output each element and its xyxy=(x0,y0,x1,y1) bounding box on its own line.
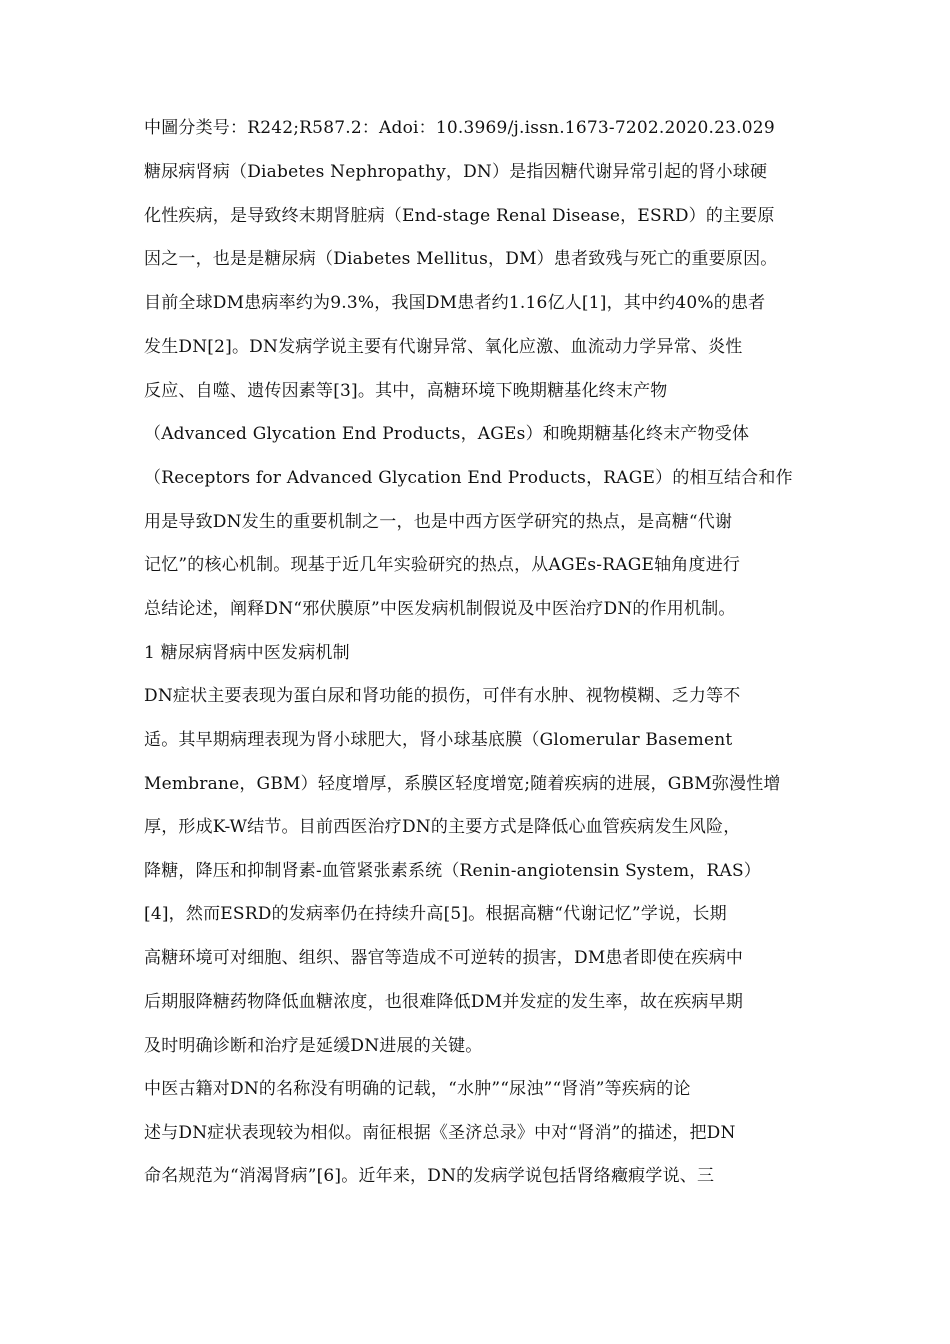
text-line: 总结论述，阐释DN“邪伏膜原”中医发病机制假说及中医治疗DN的作用机制。 xyxy=(144,599,736,619)
text-line: 适。其早期病理表现为肾小球肥大，肾小球基底膜（Glomerular Basement xyxy=(144,730,733,750)
text-line: 用是导致DN发生的重要机制之一，也是中西方医学研究的热点，是高糖“代谢 xyxy=(144,512,733,532)
text-line: （Receptors for Advanced Glycation End Products，RAGE）的相互结合和作 xyxy=(144,468,793,488)
text-line: 降糖，降压和抑制肾素-血管紧张素系统（Renin-angiotensin System，RAS） xyxy=(144,861,761,881)
text-line: 记忆”的核心机制。现基于近几年实验研究的热点，从AGEs-RAGE轴角度进行 xyxy=(144,555,741,575)
text-line: 目前全球DM患病率约为9.3%，我国DM患者约1.16亿人[1]，其中约40%的患者 xyxy=(144,293,766,313)
text-line: 发生DN[2]。DN发病学说主要有代谢异常、氧化应激、血流动力学异常、炎性 xyxy=(144,337,743,357)
text-line: 化性疾病，是导致终末期肾脏病（End-stage Renal Disease，ESRD）的主要原 xyxy=(144,206,775,226)
text-line: 及时明确诊断和治疗是延缓DN进展的关键。 xyxy=(144,1036,483,1056)
classification-line: 中圖分类号：R242;R587.2：Adoi：10.3969/j.issn.1673-7202.2020.23.029 xyxy=(144,118,775,138)
text-line: 因之一，也是是糖尿病（Diabetes Mellitus，DM）患者致残与死亡的重要原因。 xyxy=(144,249,778,269)
text-line: 高糖环境可对细胞、组织、器官等造成不可逆转的损害，DM患者即使在疾病中 xyxy=(144,948,744,968)
text-line: （Advanced Glycation End Products，AGEs）和晚期糖基化终末产物受体 xyxy=(144,424,750,444)
text-line: Membrane，GBM）轻度增厚，系膜区轻度增宽;随着疾病的进展，GBM弥漫性增 xyxy=(144,774,781,794)
text-line: 后期服降糖药物降低血糖浓度，也很难降低DM并发症的发生率，故在疾病早期 xyxy=(144,992,744,1012)
text-line: 糖尿病肾病（Diabetes Nephropathy，DN）是指因糖代谢异常引起的肾小球硬 xyxy=(144,162,768,182)
text-line: [4]，然而ESRD的发病率仍在持续升高[5]。根据高糖“代谢记忆”学说，长期 xyxy=(144,904,727,924)
section-heading: 1 糖尿病肾病中医发病机制 xyxy=(144,643,350,663)
text-line: 反应、自噬、遗传因素等[3]。其中，高糖环境下晚期糖基化终末产物 xyxy=(144,381,668,401)
text-line: 命名规范为“消渴肾病”[6]。近年来，DN的发病学说包括肾络癥瘕学说、三 xyxy=(144,1166,715,1186)
text-line: 厚，形成K-W结节。目前西医治疗DN的主要方式是降低心血管疾病发生风险， xyxy=(144,817,741,837)
text-line: 述与DN症状表现较为相似。南征根据《圣济总录》中对“肾消”的描述，把DN xyxy=(144,1123,736,1143)
text-line: DN症状主要表现为蛋白尿和肾功能的损伤，可伴有水肿、视物模糊、乏力等不 xyxy=(144,686,741,706)
text-line: 中医古籍对DN的名称没有明确的记载，“水肿”“尿浊”“肾消”等疾病的论 xyxy=(144,1079,691,1099)
